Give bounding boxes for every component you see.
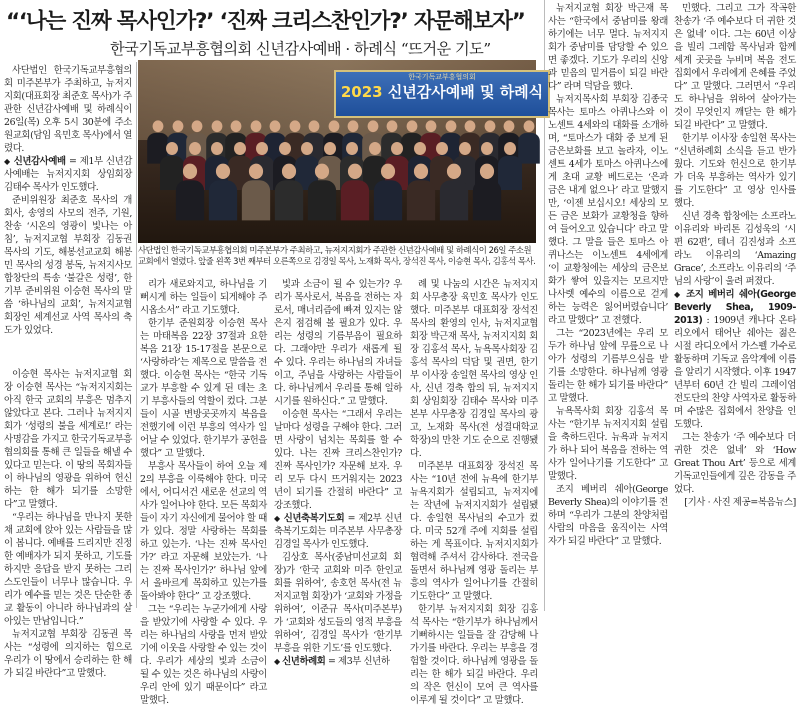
paragraph: 빛과 소금이 될 수 있는가? 우리가 목사로서, 복음을 전하는 자로서, 매너리즘에 빠져 있지는 않은지 점검해 볼 필요가 있다. 우리는 성령의 기름부음이 필요하다. 그래야만 우리가 새롭게 될 수 있다. 우리는 하나님의 자녀들이고, 주님을 사랑하는 사람들이다. 하나님께서 우리를 통해 일하시기를 원하신다.” 고 말했다. — [274, 279, 402, 407]
paragraph: 신년 경축 합창에는 소프라노 이유리와 바리톤 김성욱의 ‘시편 62편’, 테너 김진성과 소프라노 이유리의 ‘Amazing Grace’, 소프라노 이유리의 ‘주님의 사랑’이 울려 퍼졌다. — [674, 211, 796, 287]
section-heading-paragraph — [674, 288, 796, 431]
section-body: : 1909년 캐나다 온타리오에서 태어난 쉐아는 젊은 시절 라디오에서 가스펠 가수로 활동하며 기독교 음악계에 이름을 알리기 시작했다. 이후 1947년부터 60년 간 빌리 그레이엄 전도단의 찬양 사역자로 활동하며 수많은 집회에서 찬양을 인도했다. — [674, 315, 796, 430]
article-column-6 — [674, 2, 796, 608]
paragraph: “우리는 하나님을 만나지 못한 채 교회에 앉아 있는 사람들을 많이 봅니다. 예배를 드리지만 진정한 예배자가 되지 못하고, 기도를 하지만 응답을 받지 못하는 그리스도인들이 너무나 많습니다. 우리가 예수를 믿는 것은 단순한 종교 활동이 아니라 하나님과의 살아있는 만남입니다.” — [4, 512, 132, 627]
bullet-icon: ◆ — [4, 157, 14, 166]
paragraph: 례 및 나눔의 시간은 뉴저지지회 사무총장 육민호 목사가 인도했다. 미주본부 대표회장 장석진 목사의 환영의 인사, 뉴저지교협 회장 박근재 목사, 뉴저지지회 회장 김홍석 목사, 뉴욕목사회장 김홍석 목사의 덕담 및 권면, 한기부 이사장 송일현 목사의 영상 인사, 신년 경축 합의 뒤, 뉴저지지회 상임회장 김태수 목사와 미주본부 사무총장 김경일 목사의 광고, 노재화 목사(전 성결대학교 학장)의 만찬 기도 순으로 진행됐다. — [410, 279, 538, 459]
person-figure — [308, 164, 336, 221]
person-figure — [209, 164, 237, 221]
section-heading: 신년축복기도회 — [283, 513, 345, 524]
article-column-4 — [410, 278, 538, 706]
section-body: = 제3부 신년하 — [325, 656, 390, 667]
paragraph: 뉴욕목사회 회장 김홍석 목사는 “한기부 뉴저지지회 설립을 축하드린다. 뉴욕과 뉴저지가 하나 되어 복음을 전하는 역사가 일어나기를 기도한다” 고 말했다. — [548, 406, 668, 482]
paragraph: 그는 “2023년에는 우리 모두가 하나님 앞에 무릎으로 나아가 성령의 기름부으심을 받기를 소망한다. 하나님께 영광 돌리는 한 해가 되기를 바란다” 고 말했다. — [548, 328, 668, 404]
person-figure — [176, 164, 204, 221]
section-heading: 신년하례회 — [282, 656, 326, 667]
banner-event: 신년감사예배 및 하례식 — [387, 83, 544, 101]
paragraph: 그는 “우리는 누군가에게 사랑을 받았기에 사랑할 수 있다. 우리는 하나님의 사랑을 먼저 받았기에 이웃을 사랑할 수 있는 것이다. 우리가 세상의 빛과 소금이 될 수 있는 것은 하나님의 사랑이 우리 안에 있기 때문이다” 라고 말했다. — [140, 604, 267, 706]
bullet-icon: ◆ — [274, 514, 284, 523]
person-figure — [440, 164, 468, 221]
section-heading: 신년감사예배 — [13, 156, 66, 167]
paragraph: 한기부 뉴저지지회 회장 김홍석 목사는 “한기부가 하나님께서 기뻐하시는 일들을 잘 감당해 나가기를 바란다. 우리는 부흥을 경험할 것이다. 하나님께 영광을 돌리는 한 해가 되길 바란다. 우리의 작은 헌신이 모여 큰 역사를 이루게 될 것이다” 고 말했다. — [410, 604, 538, 706]
paragraph: 부흥사 목사들이 하여 오늘 제2의 부흥을 이룩해야 한다. 미국에서, 어디서건 새로운 선교의 역사가 일어나야 한다. 모든 목회자들이 자기 자신에게 물어야 할 때가 있다. 정말 사랑하는 목회를 하고 있는가. ‘나는 진짜 목사인가?’ 라고 자문해 보았는가. ‘나는 진짜 목사인가?’ 하나님 앞에서 올바르게 목회하고 있는가를 돌아봐야 한다” 고 강조했다. — [140, 461, 267, 602]
paragraph: 그는 찬송가 ‘주 예수보다 더 귀한 것은 없네’ 와 ‘How Great Thou Art’ 등으로 세계 기독교인들에게 깊은 감동을 주었다. — [674, 432, 796, 495]
bullet-icon: ◆ — [274, 657, 283, 666]
banner-title — [336, 83, 548, 101]
article-column-1-bottom — [4, 368, 132, 679]
person-figure — [242, 164, 270, 221]
banner-organizer: 한국기독교부흥협의회 — [408, 73, 476, 81]
paragraph: 이승현 목사는 “그래서 우리는 날마다 성령을 구해야 한다. 그러면 사랑이 넘치는 목회를 할 수 있다. 나는 진짜 크리스찬인가? 진짜 목사인가? 자문해 보자. 우리 모두 다시 뜨거워지는 2023년이 되기를 간절히 바란다” 고 강조했다. — [274, 409, 402, 511]
article-column-2 — [140, 278, 267, 706]
banner-year: 2023 — [340, 83, 383, 101]
headline: “‘나는 진짜 목사인가?’ ‘진짜 크리스찬인가?’ 자문해보자” — [6, 9, 525, 34]
paragraph: 뉴저지교협 부회장 김동권 목사는 “성령에 의지하는 힘으로 우리가 이 땅에서 승리하는 한 해가 되길 바란다”고 말했다. — [4, 629, 132, 679]
photo-caption: 사단법인 한국기독교부흥협의회 미주본부가 주최하고, 뉴저지지회가 주관한 신년감사예배 및 하례식이 26일 주소원교회에서 열렸다. 앞줄 왼쪽 3번 째부터 오른쪽으로 김경일 목사, 노재화 목사, 장석진 목사, 이승현 목사, 김홍석 목사. — [138, 245, 536, 266]
article-column-5 — [548, 2, 668, 608]
section-heading-paragraph — [274, 512, 402, 551]
person-figure — [275, 164, 303, 221]
section-body: = 제2부 신년축복기도회는 미주본부 사무총장 김경일 목사가 인도했다. — [274, 513, 402, 550]
bullet-icon: ◆ — [674, 290, 687, 299]
paragraph: 한기부 이사장 송일현 목사는 “신년하례회 소식을 듣고 반가웠다. 기도와 헌신으로 한기부가 더욱 부흥하는 역사가 있기를 기도한다” 고 영상 인사를 했다. — [674, 133, 796, 209]
section-heading-paragraph — [4, 155, 132, 194]
paragraph: 준비위원장 최준호 목사의 개회사, 송영의 사모의 전주, 기원, 찬송 ‘시온의 영광이 빛나는 아침’, 뉴저지교협 부회장 김동권 목사의 기도, 해봉선교교회 해봉민 목사의 성경 봉독, 뉴저지사모합창단의 특송 ‘불갈은 성령’, 한기부 준비위원 이승현 목사의 말씀 ‘하나님의 교회’, 뉴저지교협 회장인 세계선교 사역 목사의 축도가 있었다. — [4, 195, 132, 336]
paragraph: 리가 새로와지고, 하나님을 기뻐시게 하는 일들이 되게해야 주시옵소서” 라고 기도했다. — [140, 279, 267, 316]
paragraph: 민했다. 그리고 그가 작곡한 찬송가 ‘주 예수보다 더 귀한 것은 없네’ 이다. 그는 60년 이상을 빌리 그레함 목사님과 함께 세계 곳곳을 누비며 복음 전도 집회에서 우리에게 은혜를 주었다” 고 말했다. 그러면서 “우리도 하나님을 위하여 살아가는 것이 무엇인지 깨닫는 한 해가 되길 바란다” 고 말했다. — [674, 3, 796, 131]
article-column-1-top — [4, 64, 132, 368]
article-column-3 — [274, 278, 402, 667]
section-body: = 제1부 신년감사예배는 뉴저지지회 상임회장 김태수 목사가 인도했다. — [4, 156, 132, 193]
person-figure — [407, 164, 435, 221]
subhead: 한국기독교부흥협의회 신년감사예배 · 하례식 “뜨거운 기도” — [110, 40, 491, 58]
paragraph: 뉴저지목사회 부회장 김종국 목사는 토마스 아퀴나스와 이노센트 4세와의 대화를 소개하며, “토마스가 대화 중 보게 된 금은보화를 보고 놀라자, 이노센트 4세가 토마스 아퀴나스에게 초대 교황 베드로는 ‘은과 금은 내게 없으나’ 라고 말했지만, ‘이젠 보십시오! 세상의 모든 금은 보화가 교황청을 향하여 들어오고 있습니다’ 라고 말했다. 그 말을 들은 토마스 아퀴나스는 이노센트 4세에게 ‘이 교황청에는 세상의 금은보화가 쌓여 있을지는 모르지만 나사렛 예수의 이름으로 걷게 하는 능력은 잃어버렸습니다’ 라고 말했다” 고 전했다. — [548, 94, 668, 326]
paragraph: 사단법인 한국기독교부흥협의회 미주본부가 주최하고, 뉴저지지회(대표회장 최준호 목사)가 주관한 신년감사예배 및 하례식이 26일(목) 오후 5시 30분에 주소원교회(담임 육민호 목사)에서 열렸다. — [4, 65, 132, 154]
paragraph: 한기부 준원회장 이승현 목사는 마태복음 22장 37절과 요한복음 21장 15-17절을 본문으로 ‘사랑하라’는 제목으로 말씀을 전했다. 이승현 목사는 “한국 기독교가 부흥할 수 있게 된 데는 초기 부흥사들의 역할이 컸다. 그분들이 시골 변방곳곳까지 복음을 전했기에 이런 부흥의 역사가 일어날 수 있었다. 한기부가 공헌을 했다” 고 말했다. — [140, 318, 267, 459]
paragraph: 김상호 목사(중남미선교회 회장)가 ‘한국 교회와 미주 한인교회를 위하여’, 송호헌 목사(전 뉴저지교협 회장)가 ‘교회와 가정을 위하여’, 이준규 목사(미주본부)가 ‘교회와 성도들의 영적 부흥을 위하여’, 김경일 목사가 ‘한기부 부흥을 위한 기도’를 인도했다. — [274, 552, 402, 654]
paragraph: 조지 베버리 쉐아(George Beverly Shea)의 이야기를 전하며 “우리가 그분의 찬양처럼 사람의 마음을 움직이는 사역자가 되길 바란다” 고 말했다. — [548, 484, 668, 547]
column-divider — [136, 62, 137, 608]
event-photo — [138, 60, 544, 243]
section-heading: 조지 베버리 쉐아(George Beverly Shea, 1909-2013) — [674, 289, 797, 326]
paragraph: 뉴저지교협 회장 박근재 목사는 “한국에서 중남미를 왕래하기에는 너무 멀다. 뉴저지지회가 중남미를 담당할 수 있으면 좋겠다. 기도가 우리의 신앙과 믿음의 밑거름이 되길 바란다” 라며 덕담을 했다. — [548, 3, 668, 92]
paragraph: 이승현 목사는 뉴저지교협 회장 이승현 목사는 “뉴저지지회는 아직 한국 교회의 부흥은 멈추지 않았다고 본다. 그러나 뉴저지지회가 ‘성령의 불을 세계로!’ 라는 사명감을 가지고 한국기독교부흥협의회를 통해 큰 일들을 해낼 수 있다고 믿는다. 이 땅의 목회자들이 하나님의 영광을 위하여 헌신하는 한 해가 되기를 소망한다”고 말했다. — [4, 369, 132, 510]
event-banner — [334, 70, 550, 118]
person-figure — [374, 164, 402, 221]
section-heading-paragraph — [274, 655, 402, 668]
person-figure — [473, 164, 501, 221]
paragraph: 미주본부 대표회장 장석진 목사는 “10년 전에 뉴욕에 한기부 뉴욕지회가 설립되고, 뉴저지에는 작년에 뉴저지지회가 설립됐다. 송일현 목사님의 수고가 컸다. 미국 52개 주에 지회를 설립하는 게 목표이다. 뉴저지지회가 협력해 주셔서 감사하다. 전국을 돌면서 하나님께 영광 돌리는 부흥의 역사가 일어나기를 간절히 기도한다” 고 말했다. — [410, 461, 538, 602]
person-figure — [341, 164, 369, 221]
photo-credit: [기사 · 사진 제공=복음뉴스] — [684, 497, 796, 508]
